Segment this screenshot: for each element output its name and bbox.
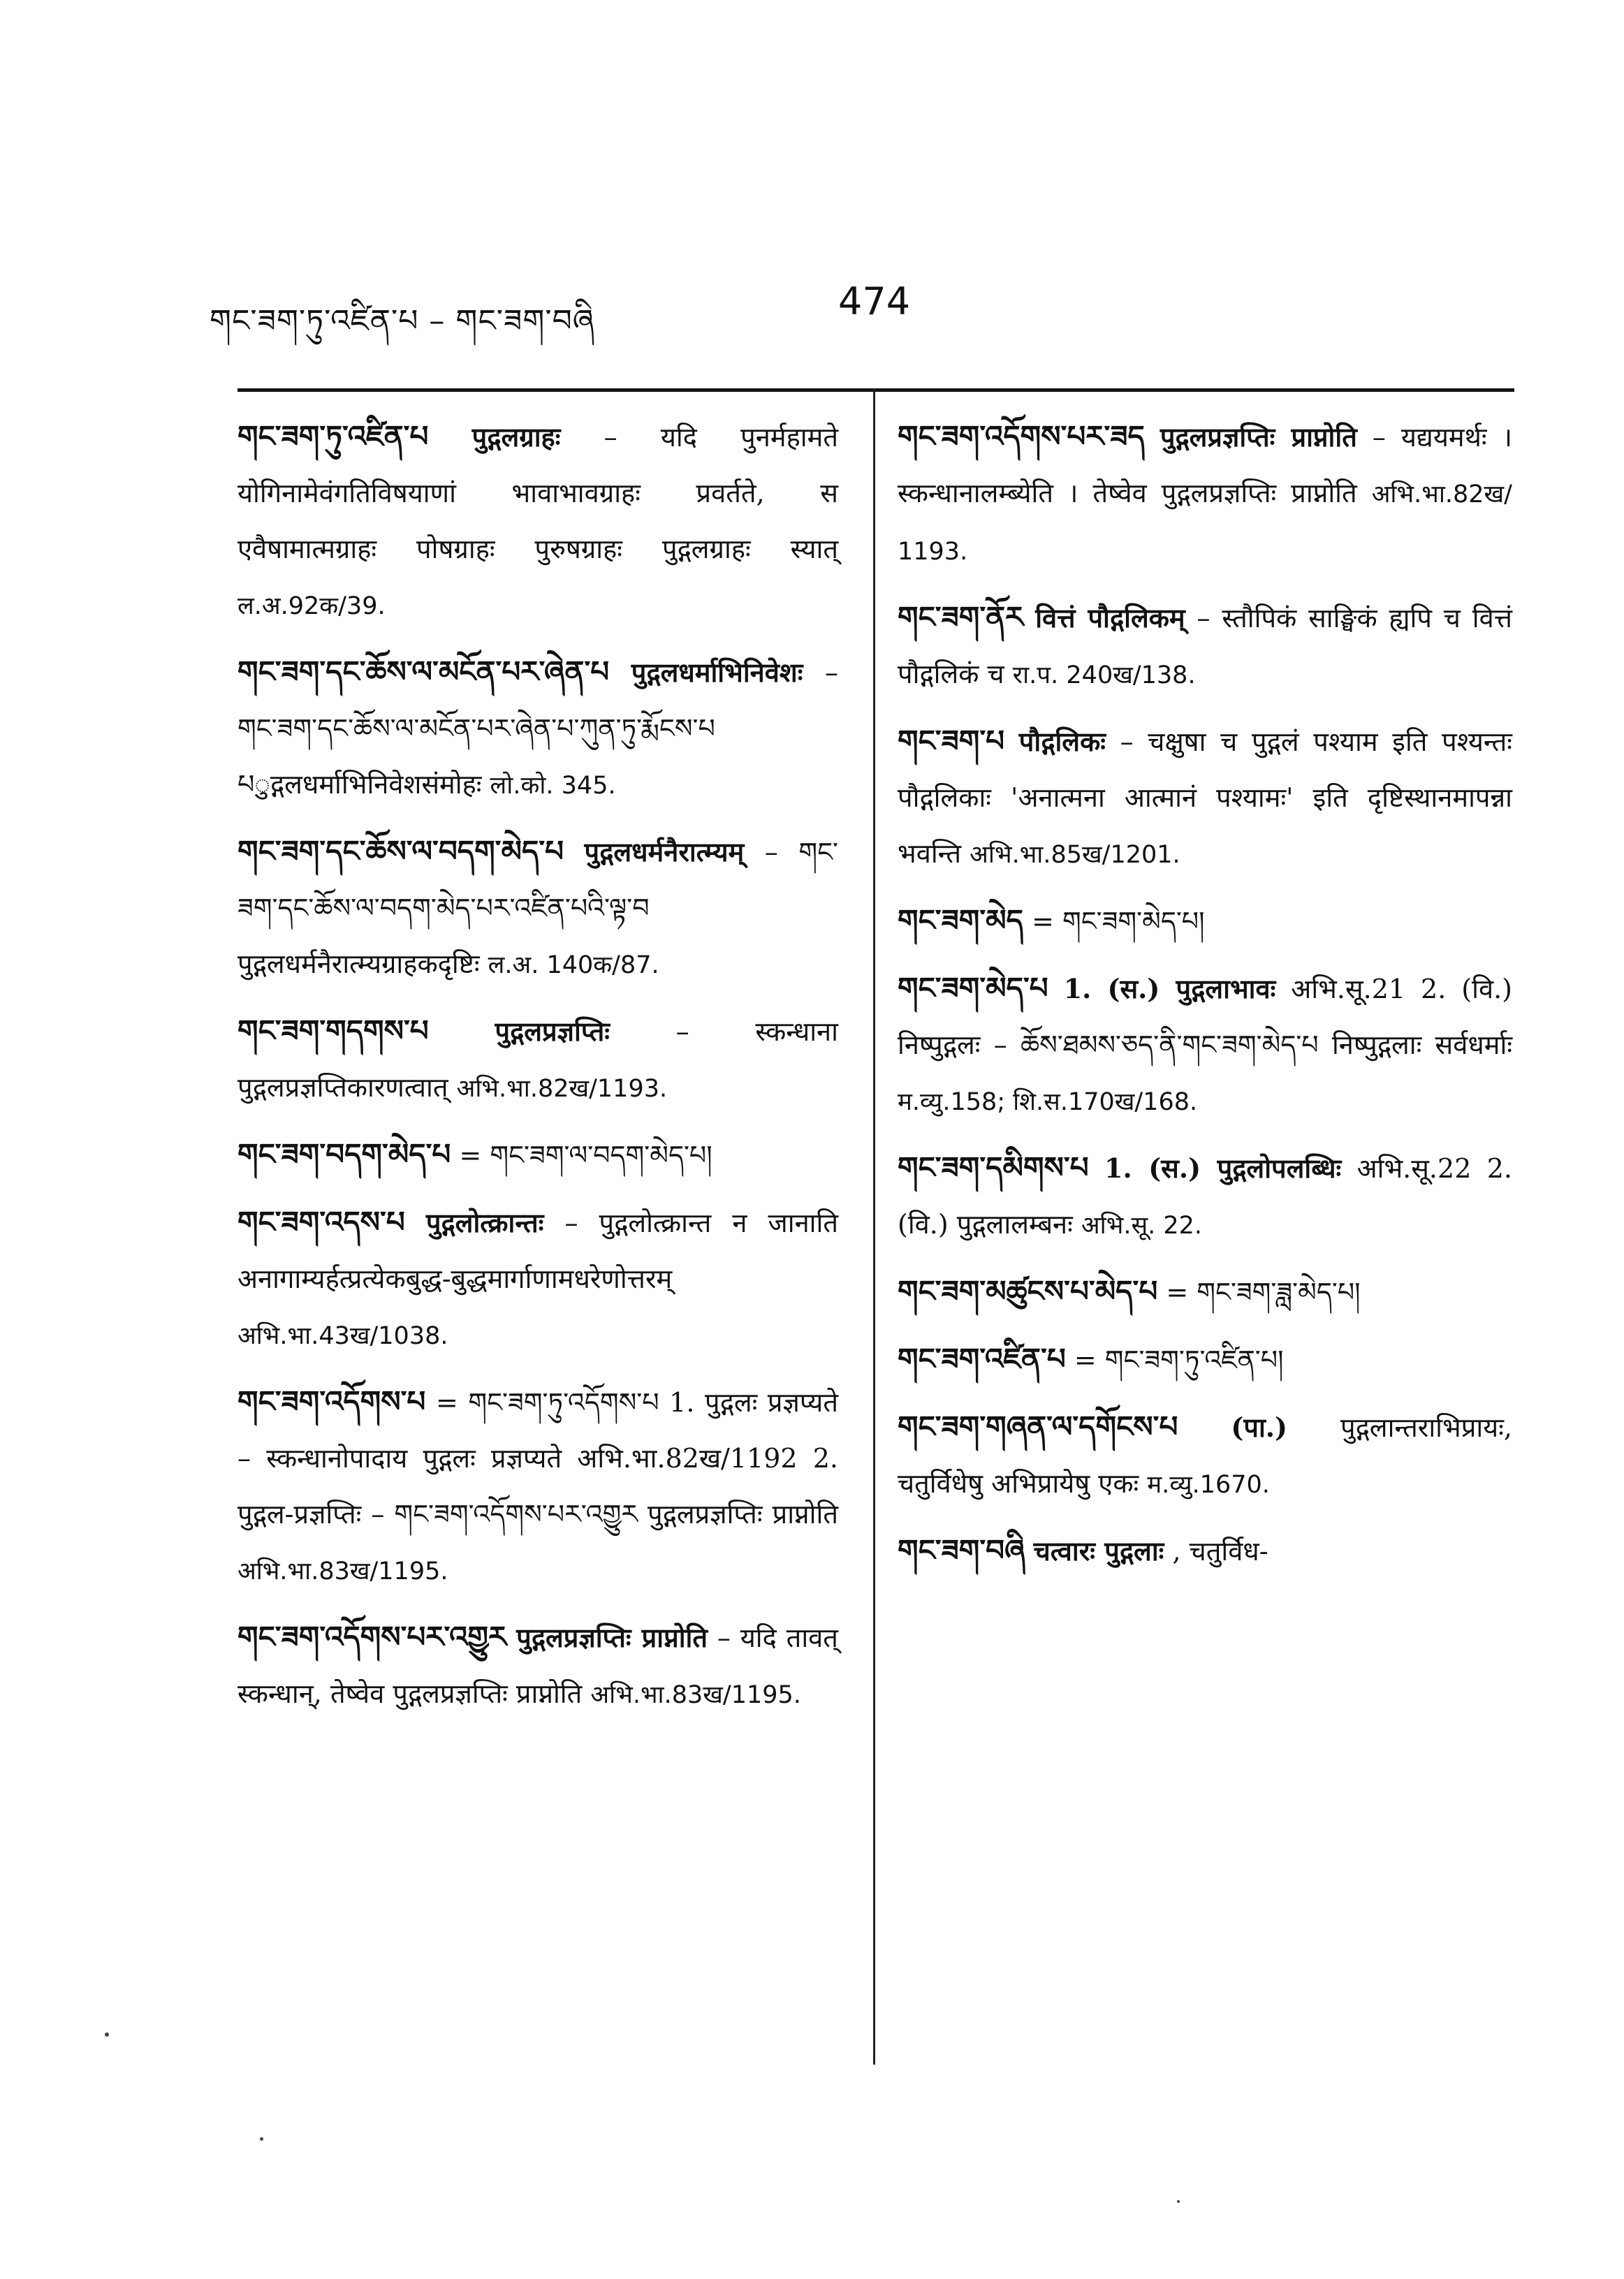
entry-body: – यद्ययमर्थः । स्कन्धानालम्ब्येति । तेष्वेव पुद्गलप्रज्ञप्तिः प्राप्नोति: [898, 422, 1512, 508]
running-title: གང་ཟག་ཏུ་འཛིན་པ – གང་ཟག་བཞི: [210, 303, 595, 339]
sanskrit-equivalent: पुद्गलधर्मनैरात्म्यम्: [584, 836, 745, 867]
citation: लो.को. 345.: [490, 772, 616, 800]
headword: གང་ཟག་བདག་མེད་པ: [237, 1137, 451, 1171]
citation: रा.प. 240ख/138.: [1012, 661, 1196, 689]
citation: म.व्यु.1670.: [1147, 1471, 1270, 1499]
headword: གང་ཟག་མེད: [898, 903, 1023, 937]
headword: གང་ཟག་ནོར: [898, 600, 1024, 634]
entry-body: = གང་ཟག་ཏུ་འཛིན་པ།: [1074, 1344, 1284, 1375]
citation: अभि.भा.85ख/1201.: [970, 841, 1180, 869]
citation: अभि.भा.83ख/1195.: [590, 1681, 801, 1709]
dictionary-entry: [898, 589, 1512, 703]
entry-body: – पुद्गलोत्क्रान्त न जानाति अनागाम्यर्हत्प्रत्येकबुद्ध-बुद्धमार्गाणामधरेणोत्तरम्: [237, 1208, 838, 1294]
left-column: [237, 409, 838, 1733]
dictionary-entry: [898, 409, 1512, 580]
scan-speck: [260, 2137, 263, 2141]
headword: གང་ཟག་པ: [898, 724, 1005, 758]
headword: གང་ཟག་དང་ཆོས་ལ་བདག་མེད་པ: [237, 834, 564, 868]
dictionary-entry: [237, 1609, 838, 1723]
entry-body: – स्कन्धाना पुद्गलप्रज्ञप्तिकारणत्वात्: [237, 1016, 838, 1103]
dictionary-entry: [898, 1140, 1512, 1254]
headword: གང་ཟག་མེད་པ: [898, 971, 1048, 1005]
page-header: [0, 272, 1624, 339]
headword: གང་ཟག་ཏུ་འཛིན་པ: [237, 419, 429, 453]
sanskrit-equivalent: वित्तं पौद्गलिकम्: [1035, 602, 1185, 633]
entry-body: = གང་ཟག་ཏུ་འདོགས་པ 1. पुद्गलः प्रज्ञप्यते – स्कन्धानोपादाय पुद्गलः प्रज्ञप्यते अभि.भा.82ख/1192 2. पुद्गल-प्रज्ञप्तिः – གང་ཟག་འདོགས་པར་འགྱུར पुद्गलप्रज्ञप्तिः प्राप्नोति: [237, 1387, 838, 1530]
headword: གང་ཟག་འདས་པ: [237, 1205, 405, 1239]
headword: གང་ཟག་འདོགས་པར་ཟད: [898, 419, 1145, 453]
sanskrit-equivalent: पुद्गलग्राहः: [471, 421, 561, 453]
dictionary-entry: [237, 409, 838, 634]
citation: अभि.भा.83ख/1195.: [237, 1558, 448, 1585]
dictionary-entry: [237, 1003, 838, 1117]
scan-speck: [1177, 2200, 1180, 2203]
entry-body: , चतुर्विध-: [1172, 1536, 1268, 1567]
entry-body: – यदि पुनर्महामते योगिनामेवंगतिविषयाणां भावाभावग्राहः प्रवर्तते, स एवैषामात्मग्राहः पोषग्राहः पुरुषग्राहः पुद्गलग्राहः स्यात्: [237, 422, 838, 564]
headword: གང་ཟག་དམིགས་པ: [898, 1150, 1089, 1185]
entry-body: = གང་ཟག་ལ་བདག་མེད་པ།: [459, 1140, 712, 1171]
headword: གང་ཟག་འདོགས་པ: [237, 1384, 426, 1419]
headword: གང་ཟག་གདགས་པ: [237, 1013, 429, 1048]
page-number: 474: [838, 279, 911, 323]
right-column: [898, 409, 1512, 1590]
citation: ल.अ.92क/39.: [237, 592, 386, 620]
sanskrit-equivalent: पुद्गलप्रज्ञप्तिः प्राप्नोति: [516, 1622, 708, 1653]
citation: अभि.भा.82ख/ 1193.: [898, 481, 1512, 566]
entry-body: – चक्षुषा च पुद्गलं पश्याम इति पश्यन्तः पौद्गलिकाः 'अनात्मना आत्मानं पश्यामः' इति दृष्टिस्थानमापन्ना भवन्ति: [898, 726, 1512, 869]
entry-body: – स्तौपिकं साङ्घिकं ह्यपि च वित्तं पौद्गलिकं च: [898, 603, 1512, 689]
entry-body: = གང་ཟག་མེད་པ།: [1032, 906, 1205, 937]
sanskrit-equivalent: पौद्गलिकः: [1018, 726, 1106, 757]
dictionary-entry: [237, 823, 838, 993]
sanskrit-equivalent: 1. (स.) पुद्गलोपलब्धिः: [1104, 1152, 1342, 1184]
header-rule: [237, 388, 1514, 392]
headword: གང་ཟག་མཚུངས་པ་མེད་པ: [898, 1274, 1158, 1308]
dictionary-entry: [898, 960, 1512, 1130]
dictionary-entry: [898, 893, 1512, 951]
dictionary-entry: [898, 1523, 1512, 1581]
entry-body: अभि.सू.21 2. (वि.) निष्पुद्गलः – ཆོས་ཐམས་ཅད་ནི་གང་ཟག་མེད་པ निष्पुद्गलाः सर्वधर्माः: [898, 974, 1512, 1060]
citation: म.व्यु.158; शि.स.170ख/168.: [898, 1088, 1198, 1116]
dictionary-entry: [237, 1374, 838, 1599]
citation: अभि.सू. 22.: [1081, 1212, 1203, 1240]
dictionary-entry: [898, 713, 1512, 883]
headword: གང་ཟག་འདོགས་པར་འགྱུར: [237, 1620, 507, 1654]
column-divider: [873, 388, 875, 2065]
dictionary-entry: [898, 1399, 1512, 1513]
dictionary-entry: [237, 644, 838, 814]
dictionary-entry: [237, 1194, 838, 1364]
citation: ल.अ. 140क/87.: [488, 951, 659, 979]
headword: གང་ཟག་དང་ཆོས་ལ་མངོན་པར་ཞེན་པ: [237, 654, 610, 689]
sanskrit-equivalent: पुद्गलप्रज्ञप्तिः प्राप्नोति: [1160, 421, 1357, 453]
dictionary-entry: [898, 1263, 1512, 1321]
headword: གང་ཟག་འཛིན་པ: [898, 1342, 1066, 1376]
sanskrit-equivalent: चत्वारः पुद्गलाः: [1033, 1535, 1164, 1567]
entry-body: = གང་ཟག་ཟླ་མེད་པ།: [1166, 1277, 1361, 1307]
sanskrit-equivalent: 1. (स.) पुद्गलाभावः: [1063, 973, 1276, 1004]
scan-speck: [105, 2032, 109, 2037]
entry-body: अभि.सू.22 2. (वि.) पुद्गलालम्बनः: [898, 1153, 1512, 1240]
citation: अभि.भा.82ख/1193.: [456, 1075, 668, 1103]
entry-body: पुद्गलान्तराभिप्रायः, चतुर्विधेषु अभिप्रायेषु एकः: [898, 1412, 1512, 1499]
sanskrit-equivalent: पुद्गलधर्माभिनिवेशः: [631, 657, 803, 688]
sanskrit-equivalent: पुद्गलप्रज्ञप्तिः: [495, 1016, 610, 1047]
entry-body: – གང་ཟག་དང་ཆོས་ལ་བདག་མེད་པར་འཛིན་པའི་ལྟ་བ पुद्गलधर्मनैरात्म्यग्राहकदृष्टिः: [237, 837, 838, 979]
headword: གང་ཟག་བཞི: [898, 1533, 1025, 1567]
entry-body: – यदि तावत् स्कन्धान्, तेष्वेव पुद्गलप्रज्ञप्तिः प्राप्नोति: [237, 1622, 838, 1709]
headword: གང་ཟག་གཞན་ལ་དགོངས་པ: [898, 1409, 1178, 1444]
entry-body: – གང་ཟག་དང་ཆོས་ལ་མངོན་པར་ཞེན་པ་ཀུན་ཏུ་རྨོངས་པ པुद्गलधर्माभिनिवेशसंमोहः: [237, 657, 838, 800]
dictionary-entry: [237, 1127, 838, 1185]
dictionary-entry: [898, 1331, 1512, 1389]
sanskrit-equivalent: (पा.): [1231, 1412, 1287, 1443]
sanskrit-equivalent: पुद्गलोत्क्रान्तः: [425, 1207, 544, 1238]
citation: अभि.भा.43ख/1038.: [237, 1322, 448, 1350]
